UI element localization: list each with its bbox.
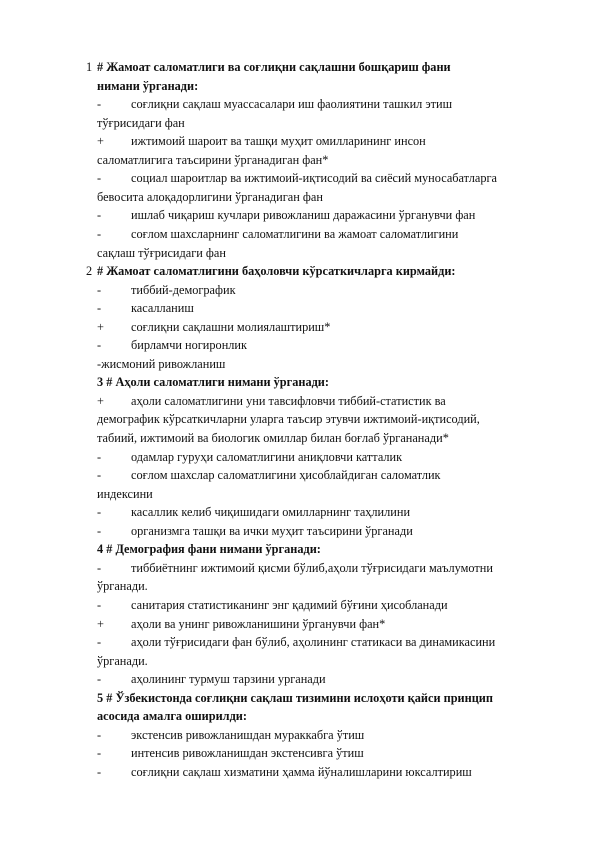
correct-marker: + xyxy=(97,616,104,631)
option-marker: - xyxy=(97,523,102,538)
option-marker: - xyxy=(97,672,102,687)
answer-text: бирламчи ногиронлик xyxy=(131,338,247,353)
option-marker: - xyxy=(97,226,102,241)
continuation-text: ўрганади. xyxy=(97,579,148,594)
continuation-text: табиий, ижтимоий ва биологик омиллар билан боғлаб ўргананади* xyxy=(97,431,449,445)
answer-text: ишлаб чиқариш кучлари ривожланиш даражасини ўрганувчи фан xyxy=(131,208,476,223)
option-marker: - xyxy=(97,208,102,223)
answer-text: касалланиш xyxy=(131,301,194,316)
answer-text: экстенсив ривожланишдан мураккабга ўтиш xyxy=(131,727,365,742)
answer-text: соғлом шахсларнинг саломатлигини ва жамоат саломатлигини xyxy=(131,226,459,241)
option-marker: - xyxy=(97,560,102,575)
correct-marker: + xyxy=(97,134,104,149)
continuation-text: бевосита алоқадорлигини ўрганадиган фан xyxy=(97,189,323,204)
option-marker: - xyxy=(97,505,102,520)
answer-text: аҳоли тўғрисидаги фан бўлиб, аҳолининг статикаси ва динамикасини xyxy=(131,635,496,650)
option-marker: - xyxy=(97,282,102,297)
continuation-text: -жисмоний ривожланиш xyxy=(97,356,226,371)
question-text: 4 # Демография фани нимани ўрганади: xyxy=(97,542,321,557)
option-marker: - xyxy=(97,171,102,186)
continuation-text: саломатлигига таъсирини ўрганадиган фан* xyxy=(97,152,329,167)
answer-text: аҳоли ва унинг ривожланишини ўрганувчи фан* xyxy=(131,616,386,631)
answer-text: ижтимоий шароит ва ташқи муҳит омилларининг инсон xyxy=(131,134,426,149)
option-marker: - xyxy=(97,338,102,353)
question-text: 3 # Аҳоли саломатлиги нимани ўрганади: xyxy=(97,375,329,390)
answer-text: аҳоли саломатлигини уни тавсифловчи тиббий-статистик ва xyxy=(131,393,446,408)
question-text: # Жамоат саломатлиги ва соғлиқни сақлашни бошқариш фани xyxy=(97,60,451,74)
option-marker: - xyxy=(97,97,102,112)
continuation-text: сақлаш тўғрисидаги фан xyxy=(97,245,226,260)
continuation-text: демографик кўрсаткичларни уларга таъсир этувчи ижтимоий-иқтисодий, xyxy=(97,412,480,427)
answer-text: аҳолининг турмуш тарзини урганади xyxy=(131,672,326,687)
answer-text: одамлар гуруҳи саломатлигини аниқловчи катталик xyxy=(131,449,403,464)
continuation-text: ўрганади. xyxy=(97,653,148,668)
answer-text: соғлом шахслар саломатлигини ҳисоблайдиган саломатлик xyxy=(131,468,441,483)
option-marker: - xyxy=(97,468,102,483)
answer-text: соғлиқни сақлашни молиялаштириш* xyxy=(131,319,331,334)
option-marker: - xyxy=(97,746,102,761)
question-text: нимани ўрганади: xyxy=(97,78,199,93)
question-text: асосида амалга оширилди: xyxy=(97,709,247,724)
answer-text: касаллик келиб чиқишидаги омилларнинг таҳлилини xyxy=(131,505,411,520)
question-text: 5 # Ўзбекистонда соғлиқни сақлаш тизимини ислоҳоти қайси принцип xyxy=(97,690,493,705)
answer-text: тиббиётнинг ижтимоий қисми бўлиб,аҳоли тўғрисидаги маълумотни xyxy=(131,560,493,575)
continuation-text: индексини xyxy=(97,486,153,501)
continuation-text: тўғрисидаги фан xyxy=(97,115,185,130)
option-marker: - xyxy=(97,635,102,650)
answer-text: санитария статистиканинг энг қадимий бўғини ҳисобланади xyxy=(131,597,448,612)
correct-marker: + xyxy=(97,319,104,334)
answer-text: соғлиқни сақлаш муассасалари иш фаолиятини ташкил этиш xyxy=(131,97,453,112)
question-number: 1 xyxy=(86,60,93,74)
answer-text: соғлиқни сақлаш хизматини ҳамма йўналишларини юксалтириш xyxy=(131,764,472,779)
correct-marker: + xyxy=(97,393,104,408)
option-marker: - xyxy=(97,764,102,779)
question-text: # Жамоат саломатлигини баҳоловчи кўрсаткичларга кирмайди: xyxy=(97,264,456,279)
option-marker: - xyxy=(97,301,102,316)
option-marker: - xyxy=(97,727,102,742)
option-marker: - xyxy=(97,449,102,464)
answer-text: интенсив ривожланишдан экстенсивга ўтиш xyxy=(131,746,364,761)
answer-text: организмга ташқи ва ички муҳит таъсирини ўрганади xyxy=(131,523,413,538)
option-marker: - xyxy=(97,597,102,612)
answer-text: тиббий-демографик xyxy=(131,282,236,297)
answer-text: социал шароитлар ва ижтимоий-иқтисодий ва сиёсий муносабатларга xyxy=(131,171,497,186)
question-number: 2 xyxy=(86,264,93,279)
